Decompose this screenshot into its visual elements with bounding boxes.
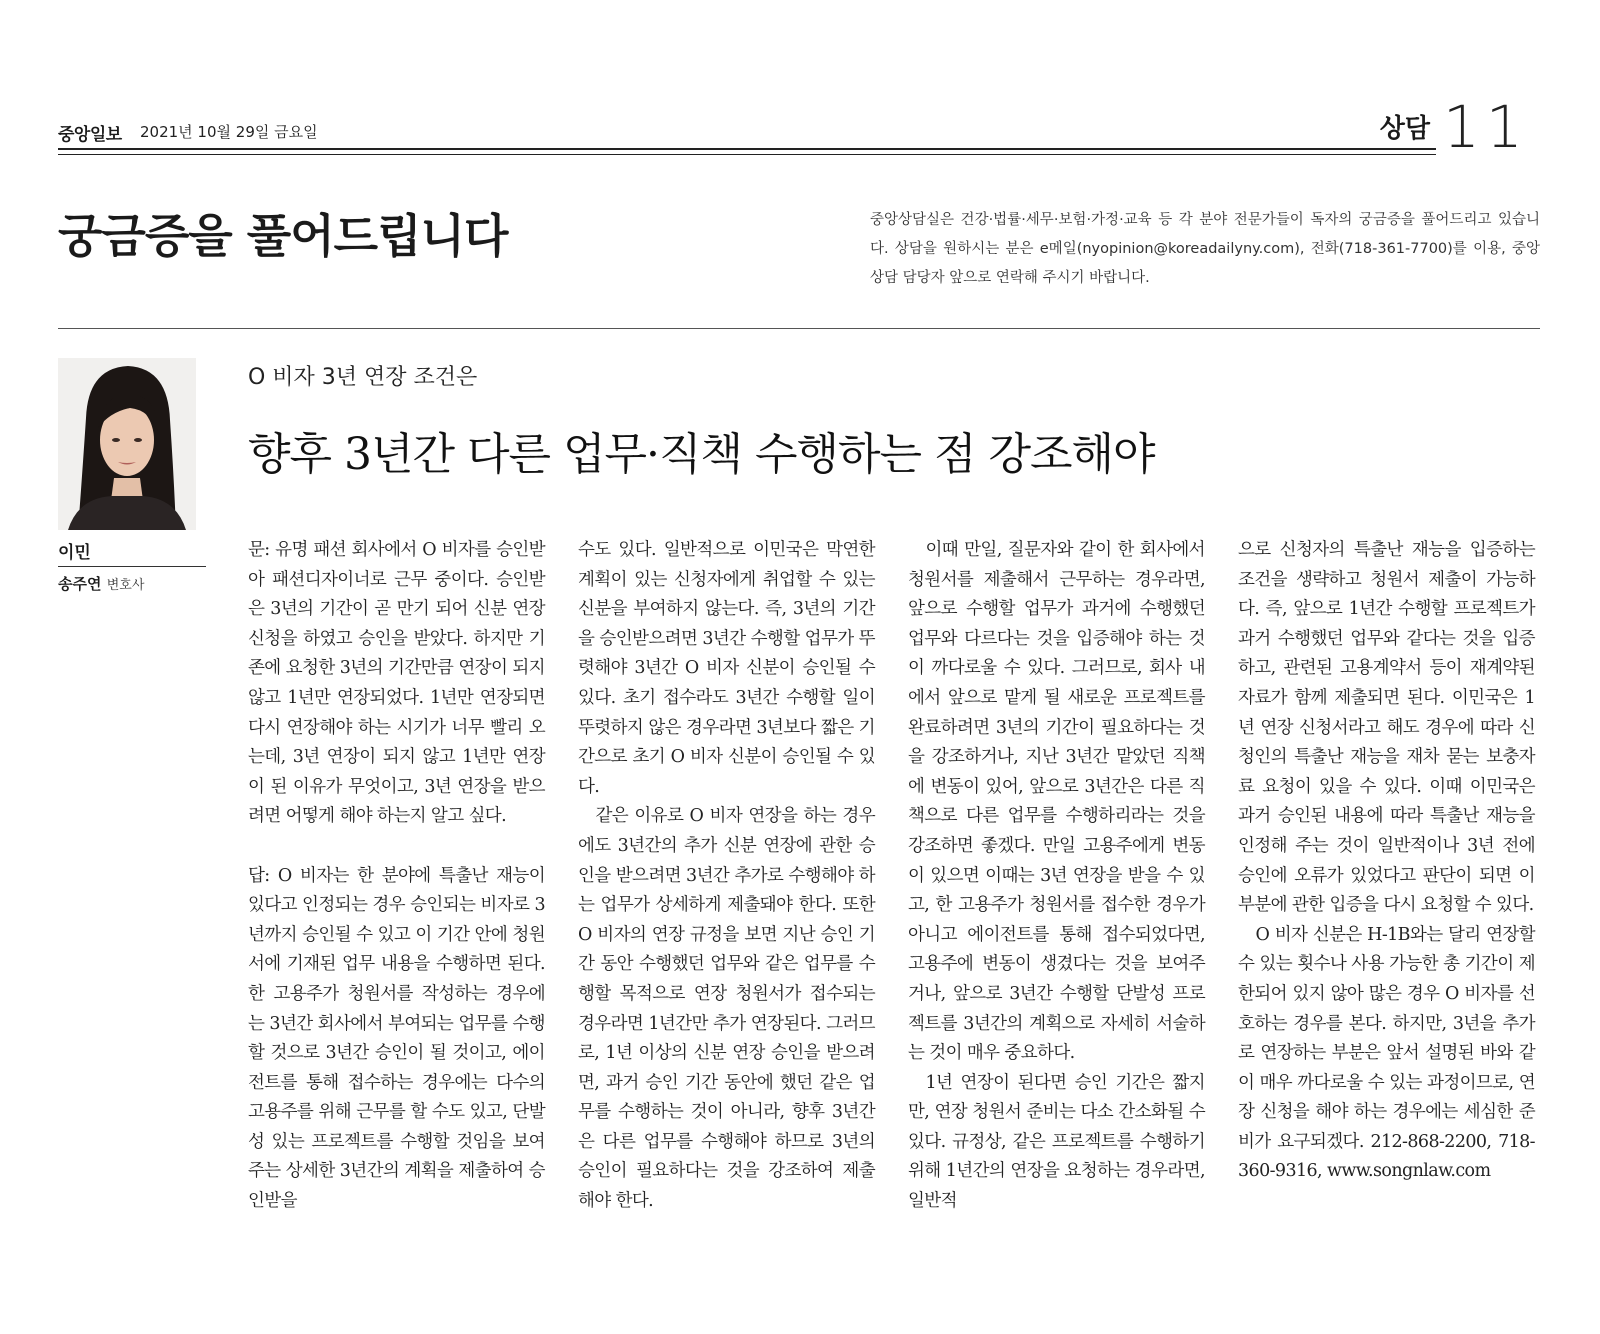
newspaper-name: 중앙일보 xyxy=(58,125,122,145)
author-role: 변호사 xyxy=(106,578,145,593)
body-paragraph: 1년 연장이 된다면 승인 기간은 짧지만, 연장 청원서 준비는 다소 간소화될 수 있다. 규정상, 같은 프로젝트를 수행하기 위해 1년간의 연장을 요청하는 경우라면, 일반적 xyxy=(908,1072,1205,1212)
masthead-rule xyxy=(58,148,1436,150)
article-column-4 xyxy=(1238,536,1535,1187)
article-column-3 xyxy=(908,536,1205,1217)
body-paragraph: 같은 이유로 O 비자 연장을 하는 경우에도 3년간의 추가 신분 연장에 관한 승인을 받으려면 3년간 추가로 수행해야 하는 업무가 상세하게 제출돼야 한다. 또한 O 비자의 연장 규정을 보면 지난 승인 기간 동안 수행했던 업무와 같은 업무를 수행할 목적으로 연장 청원서가 접수되는 경우라면 1년간만 추가 연장된다. 그러므로, 1년 이상의 신분 연장 승인을 받으려면, 과거 승인 기간 동안에 했던 같은 업무를 수행하는 것이 아니라, 향후 3년간은 다른 업무를 수행해야 하므로 3년의 승인이 필요하다는 것을 강조하여 제출해야 한다. xyxy=(578,806,875,1212)
article-headline: 향후 3년간 다른 업무·직책 수행하는 점 강조해야 xyxy=(248,429,1155,480)
body-paragraph: O 비자 신분은 H-1B와는 달리 연장할 수 있는 횟수나 사용 가능한 총 기간이 제한되어 있지 않아 많은 경우 O 비자를 선호하는 경우를 본다. 하지만, 3년을 추가로 연장하는 부분은 앞서 설명된 바와 같이 매우 까다로울 수 있는 과정이므로, 연장 신청을 해야 하는 경우에는 세심한 준비가 요구되겠다. 212-868-2200, 718-360-9316, www.songnlaw.com xyxy=(1238,924,1535,1182)
answer-paragraph: 답: O 비자는 한 분야에 특출난 재능이 있다고 인정되는 경우 승인되는 비자로 3년까지 승인될 수 있고 이 기간 안에 청원서에 기재된 업무 내용을 수행하면 된다. 한 고용주가 청원서를 작성하는 경우에는 3년간 회사에서 부여되는 업무를 수행할 것으로 3년간 승인이 될 것이고, 에이전트를 통해 접수하는 경우에는 다수의 고용주를 위해 근무를 할 수도 있고, 단발성 있는 프로젝트를 수행할 것임을 보여주는 상세한 3년간의 계획을 제출하여 승인받을 xyxy=(248,865,545,1212)
section-divider xyxy=(58,328,1540,329)
section-label: 상담 xyxy=(1379,114,1430,144)
issue-date: 2021년 10월 29일 금요일 xyxy=(140,123,318,141)
question-paragraph: 문: 유명 패션 회사에서 O 비자를 승인받아 패션디자이너로 근무 중이다. 승인받은 3년의 기간이 곧 만기 되어 신분 연장 신청을 하였고 승인을 받았다. 하지만 기존에 요청한 3년의 기간만큼 연장이 되지 않고 1년만 연장되었다. 1년만 연장되면 다시 연장해야 하는 시기가 너무 빨리 오는데, 3년 연장이 되지 않고 1년만 연장이 된 이유가 무엇이고, 3년 연장을 받으려면 어떻게 해야 하는지 알고 싶다. xyxy=(248,540,545,827)
body-paragraph: 으로 신청자의 특출난 재능을 입증하는 조건을 생략하고 청원서 제출이 가능하다. 즉, 앞으로 1년간 수행할 프로젝트가 과거 수행했던 업무와 같다는 것을 입증하고, 관련된 고용계약서 등이 재계약된 자료가 함께 제출되면 된다. 이민국은 1년 연장 신청서라고 해도 경우에 따라 신청인의 특출난 재능을 재차 묻는 보충자료 요청이 있을 수 있다. 이때 이민국은 과거 승인된 내용에 따라 특출난 재능을 인정해 주는 것이 일반적이나 3년 전에 승인에 오류가 있었다고 판단이 되면 이 부분에 관한 입증을 다시 요청할 수 있다. xyxy=(1238,540,1535,916)
article-column-1 xyxy=(248,536,545,1217)
section-intro: 중앙상담실은 건강·법률·세무·보험·가정·교육 등 각 분야 전문가들이 독자의 궁금증을 풀어드리고 있습니다. 상담을 원하시는 분은 e메일(nyopinion@koreadailyny.com), 전화(718-361-7700)를 이용, 중앙상담 담당자 앞으로 연락해 주시기 바랍니다. xyxy=(870,212,1540,286)
masthead-rule-thin xyxy=(58,154,1436,155)
section-title: 궁금증을 풀어드립니다 xyxy=(58,209,508,263)
author-writer: 송주연 xyxy=(58,575,102,593)
author-divider xyxy=(58,566,206,567)
page-number: 11 xyxy=(1443,93,1529,161)
body-paragraph: 수도 있다. 일반적으로 이민국은 막연한 계획이 있는 신청자에게 취업할 수 있는 신분을 부여하지 않는다. 즉, 3년의 기간을 승인받으려면 3년간 수행할 업무가 뚜렷해야 3년간 O 비자 신분이 승인될 수 있다. 초기 접수라도 3년간 수행할 일이 뚜렷하지 않은 경우라면 3년보다 짧은 기간으로 초기 O 비자 신분이 승인될 수 있다. xyxy=(578,540,875,797)
body-paragraph: 이때 만일, 질문자와 같이 한 회사에서 청원서를 제출해서 근무하는 경우라면, 앞으로 수행할 업무가 과거에 수행했던 업무와 다르다는 것을 입증해야 하는 것이 까다로울 수 있다. 그러므로, 회사 내에서 앞으로 맡게 될 새로운 프로젝트를 완료하려면 3년의 기간이 필요하다는 것을 강조하거나, 지난 3년간 맡았던 직책에 변동이 있어, 앞으로 3년간은 다른 직책으로 다른 업무를 수행하리라는 것을 강조하면 좋겠다. 만일 고용주에게 변동이 있으면 이때는 3년 연장을 받을 수 있고, 한 고용주가 청원서를 접수한 경우가 아니고 에이전트를 통해 접수되었다면, 고용주에 변동이 생겼다는 것을 보여주거나, 앞으로 3년간 수행할 단발성 프로젝트를 3년간의 계획으로 자세히 서술하는 것이 매우 중요하다. xyxy=(908,540,1205,1064)
column-name: 이민 xyxy=(58,543,91,563)
author-portrait-image xyxy=(58,358,196,530)
author-photo xyxy=(58,358,196,530)
article-column-2 xyxy=(578,536,875,1217)
article-subhead: O 비자 3년 연장 조건은 xyxy=(248,365,478,390)
author-byline xyxy=(58,573,144,594)
